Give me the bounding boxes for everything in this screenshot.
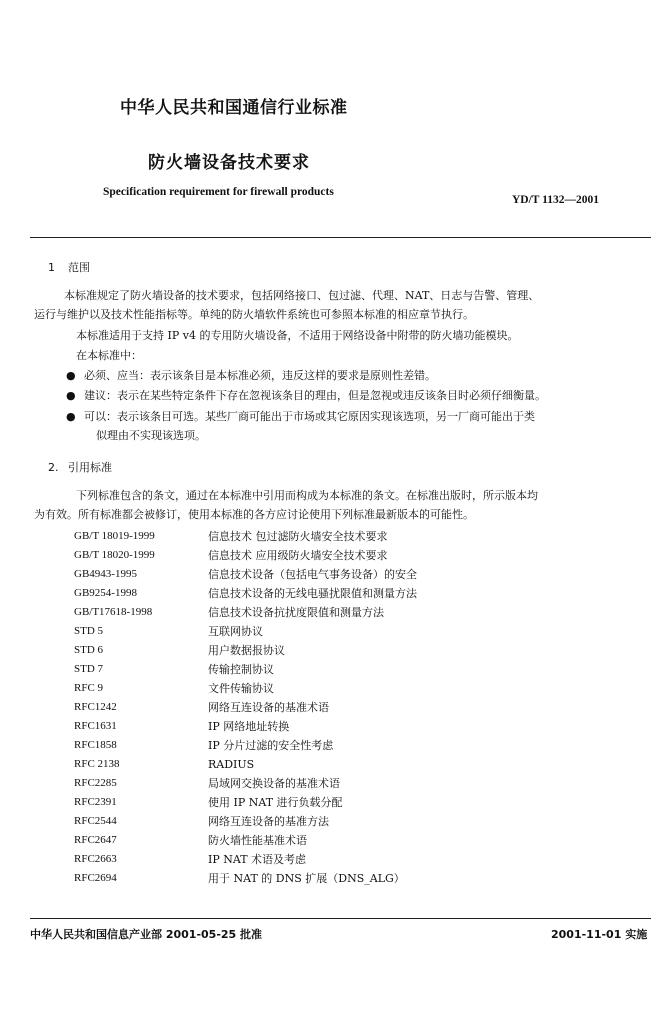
section-1-number: 1 — [48, 261, 55, 274]
reference-title: 用于 NAT 的 DNS 扩展（DNS_ALG） — [208, 872, 405, 885]
reference-code: STD 5 — [74, 625, 104, 637]
reference-code: RFC 9 — [74, 682, 104, 694]
reference-code: RFC2663 — [74, 853, 117, 865]
reference-code: GB/T 18020-1999 — [74, 549, 155, 561]
section-1-para3: 在本标准中： — [76, 349, 142, 362]
reference-code: RFC2647 — [74, 834, 117, 846]
document-title-en: Specification requirement for firewall products — [103, 186, 334, 198]
reference-code: STD 6 — [74, 644, 104, 656]
bullet-item-should — [66, 386, 546, 405]
section-1-para1-line1: 本标准规定了防火墙设备的技术要求，包括网络接口、包过滤、代理、NAT、日志与告警、管理、 — [64, 289, 540, 302]
reference-code: RFC1858 — [74, 739, 117, 751]
section-1-para1-line2: 运行与维护以及技术性能指标等。单纯的防火墙软件系统也可参照本标准的相应章节执行。 — [34, 308, 474, 321]
bullet-item-may-continued: 似理由不实现该选项。 — [96, 429, 206, 442]
section-2-title: 引用标准 — [68, 461, 112, 474]
reference-title: 文件传输协议 — [208, 682, 274, 695]
reference-title: 信息技术 包过滤防火墙安全技术要求 — [208, 530, 388, 543]
section-2-heading — [48, 459, 112, 475]
reference-title: 信息技术设备的无线电骚扰限值和测量方法 — [208, 587, 417, 600]
section-1-title: 范围 — [68, 261, 90, 274]
section-1-para2: 本标准适用于支持 IP v4 的专用防火墙设备，不适用于网络设备中附带的防火墙功能模块。 — [76, 329, 519, 342]
reference-title: 用户数据报协议 — [208, 644, 285, 657]
reference-title: RADIUS — [208, 758, 255, 771]
section-1-heading — [48, 259, 90, 275]
reference-title: IP 分片过滤的安全性考虑 — [208, 739, 334, 752]
footer-divider — [30, 918, 651, 919]
reference-code: GB/T 18019-1999 — [74, 530, 155, 542]
standard-number: YD/T 1132—2001 — [512, 194, 600, 206]
issuance-note: 中华人民共和国信息产业部 2001-05-25 批准 — [30, 928, 263, 941]
bullet-item-must — [66, 366, 436, 385]
bullet-text: 建议：表示在某些特定条件下存在忽视该条目的理由，但是忽视或违反该条目时必须仔细衡量。 — [84, 389, 546, 402]
reference-title: 信息技术设备（包括电气事务设备）的安全 — [208, 568, 417, 581]
reference-code: GB/T17618-1998 — [74, 606, 153, 618]
reference-code: GB4943-1995 — [74, 568, 137, 580]
reference-title: 互联网协议 — [208, 625, 263, 638]
reference-code: GB9254-1998 — [74, 587, 137, 599]
reference-title: 网络互连设备的基准方法 — [208, 815, 329, 828]
reference-title: 使用 IP NAT 进行负载分配 — [208, 796, 343, 809]
reference-title: 信息技术 应用级防火墙安全技术要求 — [208, 549, 388, 562]
bullet-dot-icon: ● — [66, 410, 76, 423]
reference-code: RFC2544 — [74, 815, 117, 827]
bullet-dot-icon: ● — [66, 389, 76, 402]
section-2-para1-line1: 下列标准包含的条文，通过在本标准中引用而构成为本标准的条文。在标准出版时，所示版本均 — [76, 489, 538, 502]
bullet-item-may — [66, 407, 535, 426]
bullet-text: 必须、应当：表示该条目是本标准必须，违反这样的要求是原则性差错。 — [84, 369, 436, 382]
effective-date: 2001-11-01 实施 — [551, 928, 648, 941]
reference-code: RFC1242 — [74, 701, 117, 713]
reference-title: IP 网络地址转换 — [208, 720, 290, 733]
reference-code: STD 7 — [74, 663, 104, 675]
reference-title: 传输控制协议 — [208, 663, 274, 676]
reference-title: 信息技术设备抗扰度限值和测量方法 — [208, 606, 384, 619]
section-2-para1-line2: 为有效。所有标准都会被修订，使用本标准的各方应讨论使用下列标准最新版本的可能性。 — [34, 508, 474, 521]
reference-title: IP NAT 术语及考虑 — [208, 853, 307, 866]
bullet-dot-icon: ● — [66, 369, 76, 382]
reference-code: RFC2285 — [74, 777, 117, 789]
reference-code: RFC 2138 — [74, 758, 120, 770]
reference-title: 局域网交换设备的基准术语 — [208, 777, 340, 790]
reference-title: 防火墙性能基准术语 — [208, 834, 307, 847]
header-divider — [30, 237, 651, 238]
reference-code: RFC2694 — [74, 872, 117, 884]
industry-standard-heading: 中华人民共和国通信行业标准 — [120, 98, 348, 118]
document-title-zh: 防火墙设备技术要求 — [148, 153, 310, 173]
bullet-text: 可以：表示该条目可选。某些厂商可能出于市场或其它原因实现该选项，另一厂商可能出于类 — [84, 410, 535, 423]
section-2-number: 2. — [48, 461, 59, 474]
reference-code: RFC2391 — [74, 796, 117, 808]
reference-title: 网络互连设备的基准术语 — [208, 701, 329, 714]
reference-code: RFC1631 — [74, 720, 117, 732]
